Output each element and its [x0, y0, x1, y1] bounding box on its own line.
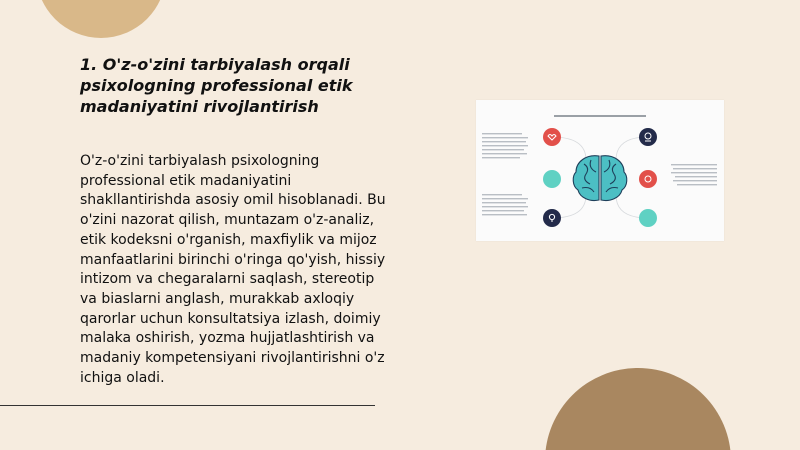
- infographic-svg: [476, 100, 724, 241]
- coral-circle-top-left: [543, 128, 561, 146]
- navy-circle-top-right: [639, 128, 657, 146]
- left-text-block-top: [482, 133, 528, 158]
- divider-line: [0, 405, 375, 406]
- slide-body-text: O'z-o'zini tarbiyalash psixologning professional etik madaniyatini shakllantirishda asosiy omil hisoblanadi. Bu o'zini nazorat qilish, muntazam o'z-analiz, etik kodeksni o'rganish, maxfiylik va mijoz manfaatlarini birinchi o'ringa qo'yish, hissiy intizom va chegaralarni saqlash, stereotip va biaslarni anglash, murakkab axloqiy qarorlar uchun konsultatsiya izlash, doimiy malaka oshirish, yozma hujjatlashtirish va madaniy kompetensiyani rivojlantirishni o'z ichiga oladi.: [80, 153, 386, 386]
- connector-lines: [552, 137, 648, 218]
- left-text-block-bottom: [482, 194, 528, 215]
- brain-icon: [573, 156, 627, 201]
- right-text-block: [671, 164, 717, 185]
- teal-circle-left: [543, 170, 561, 188]
- infographic-header-line: [554, 115, 646, 117]
- decorative-circle-top: [36, 0, 166, 38]
- navy-circle-bottom-left: [543, 209, 561, 227]
- brain-infographic: [476, 100, 724, 241]
- teal-circle-bottom-right: [639, 209, 657, 227]
- slide-title: 1. O'z-o'zini tarbiyalash orqali psixologning professional etik madaniyatini rivojlantirish: [80, 55, 353, 116]
- coral-circle-right: [639, 170, 657, 188]
- decorative-circle-bottom: [545, 368, 731, 450]
